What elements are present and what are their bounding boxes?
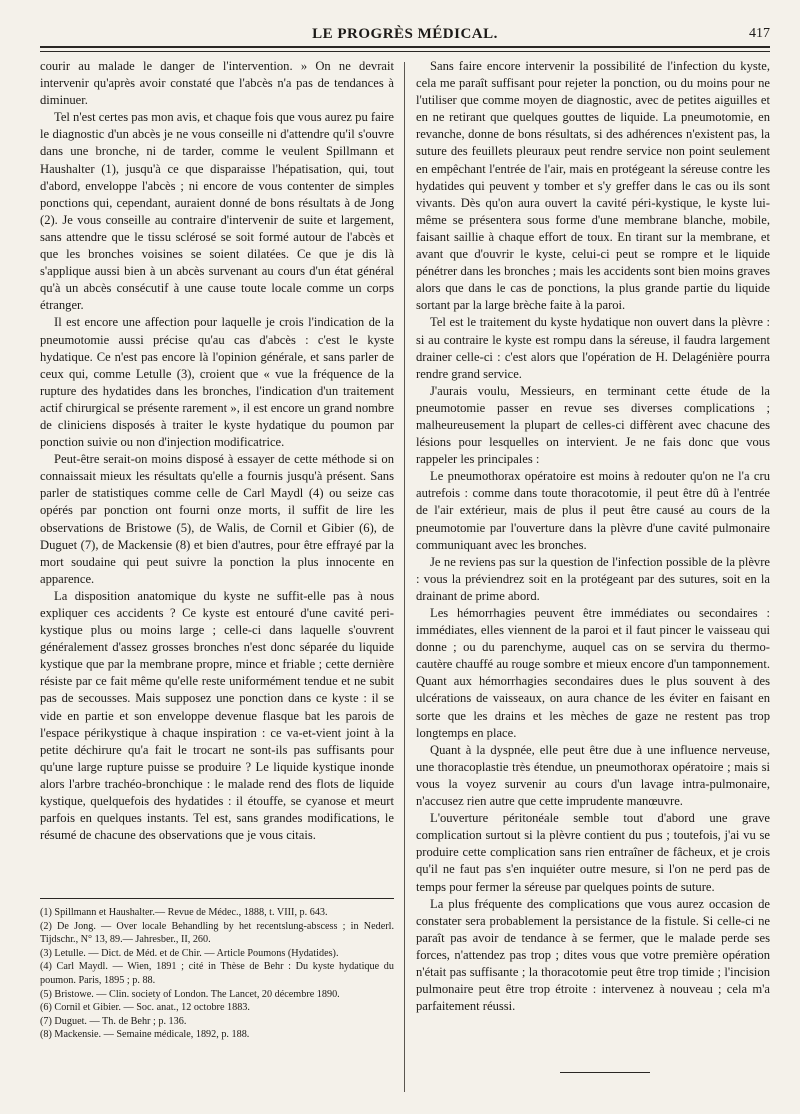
footnote: (1) Spillmann et Haushalter.— Revue de Médec., 1888, t. VIII, p. 643. xyxy=(40,907,328,918)
paragraph: Sans faire encore intervenir la possibilité de l'infection du kyste, cela me paraît suffisant pour rejeter la ponction, ou du moins pour ne l'utiliser que comme moyen de diagnostic, avec de petites aiguilles et en ne retirant que quelques gouttes de liquide. La pneumotomie, en revanche, donne de bons résultats, si des adhérences n'existent pas, la suture des feuillets pleuraux peut rendre service non point seulement en empêchant l'entrée de l'air, mais en protégeant la séreuse contre les hydatides qui peuvent y tomber et s'y greffer dans le cas ou ils sont vivants. Dès qu'on aura ouvert la cavité péri-kystique, le kyste lui-même se présentera sous forme d'une membrane blanche, mobile, faisant saillie à chaque effort de toux. En tirant sur la membrane, et avant que d'ouvrir le kyste, celui-ci peut se rompre et le liquide pénétrer dans les bronches ; mais les accidents sont bien moins graves alors que dans le cas de ponctions, la plus grande partie du liquide sortant par la large brèche faite à la paroi. xyxy=(416,59,770,313)
footnote: (7) Duguet. — Th. de Behr ; p. 136. xyxy=(40,1015,187,1027)
paragraph: Il est encore une affection pour laquelle je crois l'indication de la pneumotomie aussi précise qu'au cas d'abcès : c'est le kyste hydatique. Ce n'est pas encore là l'opinion générale, et sans parler de ceux qui, comme Letulle (3), croient que « vue la fréquence de la rupture des hydatides dans les bronches, l'indication d'un traitement actif chirurgical se présente rarement », il est encore un grand nombre de cliniciens disposés à traiter le kyste hydatique du poumon par ponction suivie ou non d'injection modificatrice. xyxy=(40,315,394,450)
footnote: (2) De Jong. — Over locale Behandling by het recentslung-abscess ; in Nederl. Tijdschr., N° 13, 89.— Jahresber., II, 260. xyxy=(40,920,394,946)
header-rule-thick xyxy=(40,46,770,48)
running-header xyxy=(40,26,770,44)
page-number: 417 xyxy=(749,26,770,41)
paragraph: Le pneumothorax opératoire est moins à redouter qu'on ne l'a cru autrefois : comme dans toute thoracotomie, il peut être dû à l'entrée de l'air extérieur, mais de plus il peut être causé au cours de la pneumotomie par l'ouverture dans la plèvre d'une cavité pulmonaire communiquant avec les bronches. xyxy=(416,469,770,552)
left-column xyxy=(40,58,394,844)
paragraph: Quant à la dyspnée, elle peut être due à une influence nerveuse, une thoracoplastie très étendue, un pneumothorax opératoire ; mais si vous la voyez survenir au cours d'un lavage intra-pulmonaire, n'accusez rien autre que cette imprudente manœuvre. xyxy=(416,742,770,809)
footnote-rule xyxy=(40,898,394,899)
paragraph: courir au malade le danger de l'intervention. » On ne devrait intervenir qu'après avoir constaté que l'abcès n'a pas de tendances à diminuer. xyxy=(40,59,394,108)
footnote: (8) Mackensie. — Semaine médicale, 1892, p. 188. xyxy=(40,1029,250,1041)
paragraph: Tel est le traitement du kyste hydatique non ouvert dans la plèvre : si au contraire le kyste est rompu dans la séreuse, il faudra largement drainer celle-ci : c'est alors que l'opération de H. Delagénière pourra rendre grand service. xyxy=(416,315,770,381)
paragraph: Je ne reviens pas sur la question de l'infection possible de la plèvre : vous la préviendrez soit en la protégeant par des sutures, soit en la drainant de prime abord. xyxy=(416,554,770,603)
footnotes xyxy=(40,906,394,1042)
right-column xyxy=(416,58,770,1015)
paragraph: J'aurais voulu, Messieurs, en terminant cette étude de la pneumotomie passer en revue ses diverses complications ; malheureusement la plupart de celles-ci diffèrent avec chacune des lésions pour lesquelles on intervient. Je ne fais donc que vous rappeler les principales : xyxy=(416,383,770,467)
header-rule-thin xyxy=(40,51,770,52)
paragraph: Tel n'est certes pas mon avis, et chaque fois que vous aurez pu faire le diagnostic d'un abcès je ne vous conseille ni d'attendre qu'il s'ouvre dans une bronche, ni de tarder, comme le veulent Spillmann et Haushalter (1), jusqu'à ce que disparaisse l'hépatisation, qui, tout d'abord, enveloppe l'abcès ; ni encore de vous contenter de simples ponctions qui, cependant, auraient donné de bons résultats à de Jong (2). Je vous conseille au contraire d'intervenir de suite et largement, sans attendre que le tissu sclérosé se soit formé autour de l'abcès et que les bronches voisines se soient dilatées. Ce que je dis là s'applique aussi bien à un abcès survenant au cours d'un état général qu'à un abcès consécutif à une cause toute locale comme un corps étranger. xyxy=(40,110,394,313)
footnote: (5) Bristowe. — Clin. society of London. The Lancet, 20 décembre 1890. xyxy=(40,988,340,1000)
end-rule xyxy=(560,1072,650,1073)
paragraph: L'ouverture péritonéale semble tout d'abord une grave complication surtout si la plèvre contient du pus ; toutefois, j'ai vu se produire cette complication sans rien entraîner de fâcheux, et je crois qu'il ne faut pas s'en inquiéter outre mesure, si l'on ne perd pas de temps pour fermer la séreuse par quelques points de suture. xyxy=(416,811,770,894)
paragraph: La disposition anatomique du kyste ne suffit-elle pas à nous expliquer ces accidents ? Ce kyste est entouré d'une cavité peri-kystique plus ou moins large ; celle-ci dans laquelle s'ouvrent généralement d'assez grosses bronches n'est donc séparée du liquide kystique que par la membrane propre, mince et friable ; cette dernière résiste par ce fait même qu'elle reste uniformément tendue et ne subit pas de secousses. Mais supposez une ponction dans ce kyste : il se vide en partie et son enveloppe devenue flasque bat les parois de l'espace périkystique à chaque inspiration : ce va-et-vient joint à la petite déchirure qu'a fait le trocart ne sont-ils pas suffisants pour qu'une large rupture puisse se produire ? Le liquide kystique inonde alors l'arbre trachéo-bronchique : le malade rend des flots de liquide kystique, quelquefois des hydatides : il étouffe, se cyanose et meurt parfois en quelques instants. Tel est, sans grandes modifications, le résumé de chacune des observations que je vous citais. xyxy=(40,588,394,843)
paragraph: Peut-être serait-on moins disposé à essayer de cette méthode si on connaissait mieux les résultats qu'elle a fournis jusqu'à présent. Sans parler de statistiques comme celle de Carl Maydl (4) ou seize cas opérés par ponction ont fourni onze morts, il suffit de lire les observations de Bristowe (5), de Walis, de Cornil et Gibier (6), de Duguet (7), de Mackensie (8) et bien d'autres, pour être effrayé par la mort soudaine qui peut suivre la ponction la plus innocente en apparence. xyxy=(40,452,394,586)
column-divider xyxy=(404,62,405,1092)
footnote: (3) Letulle. — Dict. de Méd. et de Chir. — Article Poumons (Hydatides). xyxy=(40,947,339,959)
journal-title: LE PROGRÈS MÉDICAL. xyxy=(312,26,498,42)
paragraph: La plus fréquente des complications que vous aurez occasion de constater sera probablement la persistance de la fistule. Si celle-ci ne paraît pas avoir de tendance à se fermer, que le malade perde ses forces, n'attendez pas trop ; dites vous que votre première opération n'était pas suffisante ; la thoracotomie peut être trop timide ; l'incision pulmonaire peut être trop étroite : intervenez à nouveau ; cela m'a parfaitement réussi. xyxy=(416,896,770,1014)
footnote: (6) Cornil et Gibier. — Soc. anat., 12 octobre 1883. xyxy=(40,1002,250,1014)
paragraph: Les hémorrhagies peuvent être immédiates ou secondaires : immédiates, elles viennent de la paroi et il faut pincer le vaisseau qui donne ; ou du parenchyme, auquel cas on se servira du thermo-cautère chauffé au rouge sombre et mieux encore d'un tamponnement. Quant aux hémorrhagies secondaires dues le plus souvent à des ulcérations de vaisseaux, on aura chance de les éviter en faisant en sorte que les drains et les mèches de gaze ne restent pas trop longtemps en place. xyxy=(416,606,770,740)
footnote: (4) Carl Maydl. — Wien, 1891 ; cité in Thèse de Behr : Du kyste hydatique du poumon. Paris, 1895 ; p. 88. xyxy=(40,961,394,986)
